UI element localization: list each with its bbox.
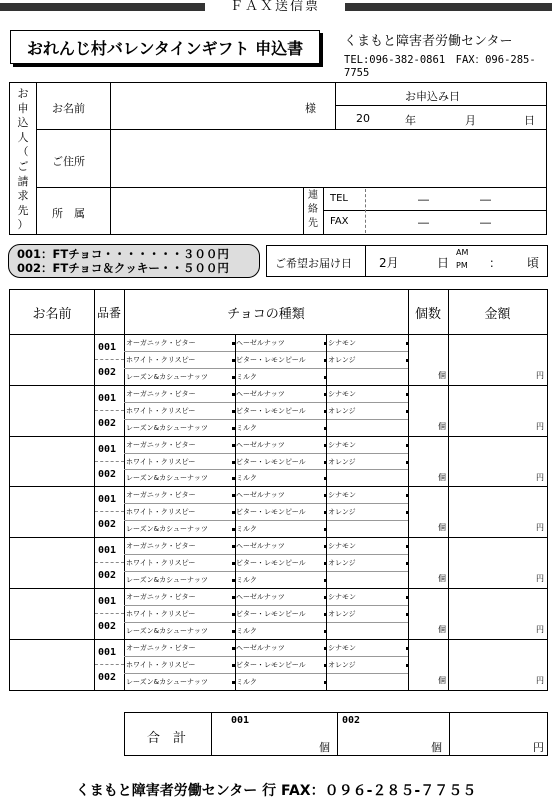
flavor-col-line (235, 385, 236, 436)
flavor-checkbox[interactable] (406, 511, 409, 514)
flavor-option: ヘーゼルナッツ (236, 389, 285, 398)
order-amount-unit: 円 (536, 523, 544, 533)
order-code-002: 002 (98, 468, 117, 480)
flavor-option: レーズン&カシューナッツ (126, 677, 208, 686)
flavor-option: ミルク (236, 626, 257, 635)
order-code-002: 002 (98, 417, 117, 429)
name-input[interactable] (112, 85, 302, 127)
order-code-002: 002 (98, 519, 117, 531)
flavor-option: シナモン (328, 643, 356, 652)
code-divider (95, 562, 124, 563)
tel-dash-1: ― (418, 193, 429, 206)
order-amount-unit: 円 (536, 675, 544, 685)
applicant-side-char: 申 (17, 101, 29, 115)
flavor-checkbox[interactable] (406, 444, 409, 447)
flavor-option: ヘーゼルナッツ (236, 542, 285, 551)
order-amount-input[interactable] (450, 438, 545, 485)
row-divider (10, 639, 547, 640)
order-code-001: 001 (98, 596, 117, 607)
delivery-colon: ： (489, 256, 502, 270)
flavor-option: レーズン&カシューナッツ (126, 525, 208, 534)
order-code-001: 001 (98, 392, 117, 404)
applicant-side-char: ご (17, 160, 29, 173)
row-divider (10, 486, 547, 487)
flavor-checkbox[interactable] (406, 596, 409, 599)
flavor-subrow-line (124, 554, 408, 555)
flavor-subrow-line (124, 571, 408, 572)
flavor-checkbox[interactable] (406, 359, 409, 362)
flavor-subrow-line (124, 368, 408, 369)
order-code-002: 002 (98, 570, 117, 582)
contact-char: 連 (308, 190, 318, 201)
applicant-side-char: 請 (17, 174, 29, 188)
fax-input[interactable] (368, 212, 544, 232)
honorific: 様 (305, 102, 316, 115)
flavor-option: レーズン&カシューナッツ (126, 372, 208, 381)
flavor-col-line (326, 486, 327, 537)
flavor-option: ビター・レモンピール (236, 355, 306, 364)
flavor-option: ビター・レモンピール (236, 660, 306, 669)
delivery-date-box (266, 245, 548, 277)
delivery-label: ご希望お届け日 (275, 257, 352, 270)
center-name: くまもと障害者労働センター (344, 34, 513, 49)
totals-qty-001-input[interactable] (215, 727, 315, 753)
flavor-subrow-line (124, 520, 408, 521)
date-label: お申込み日 (405, 90, 460, 103)
flavor-col-line (235, 588, 236, 639)
name-label: お名前 (52, 102, 85, 115)
order-name-input[interactable] (12, 336, 92, 383)
order-amount-input[interactable] (450, 336, 545, 383)
flavor-option: ホワイト・クリスピー (126, 355, 196, 364)
order-qty-unit: 個 (438, 574, 446, 584)
tel-dash-2: ― (480, 193, 491, 206)
applicant-side-char: 求 (17, 189, 29, 203)
flavor-option: ヘーゼルナッツ (236, 491, 285, 500)
flavor-option: オーガニック・ビター (126, 440, 196, 449)
flavor-checkbox[interactable] (406, 342, 409, 345)
flavor-option: ミルク (236, 372, 257, 381)
fax-title: ＦＡＸ送信票 (229, 0, 320, 14)
flavor-option: ヘーゼルナッツ (236, 593, 285, 601)
delivery-time-unit: 頃 (527, 256, 540, 270)
order-name-input[interactable] (12, 641, 92, 688)
applicant-side-char: 込 (17, 116, 29, 130)
code-divider (95, 410, 124, 411)
tel-input[interactable] (368, 189, 544, 209)
affiliation-input[interactable] (112, 189, 302, 233)
flavor-option: ヘーゼルナッツ (236, 339, 285, 347)
row-divider (10, 385, 547, 386)
flavor-checkbox[interactable] (406, 613, 409, 616)
footer-fax-destination: くまもと障害者労働センター 行 FAX：０９６-２８５-７７５５ (75, 783, 477, 799)
order-name-input[interactable] (12, 438, 92, 485)
flavor-col-line (326, 588, 327, 639)
order-code-002: 002 (98, 671, 117, 683)
flavor-col-line (235, 537, 236, 588)
totals-box (124, 712, 548, 756)
flavor-subrow-line (124, 402, 408, 403)
order-amount-unit: 円 (536, 625, 544, 634)
flavor-col-line (326, 334, 327, 385)
order-code-001: 001 (98, 494, 117, 506)
flavor-option: レーズン&カシューナッツ (126, 576, 208, 585)
totals-yen-input[interactable] (453, 717, 529, 753)
fax-dash-1: ― (418, 216, 429, 229)
flavor-subrow-line (124, 469, 408, 470)
code-divider (95, 461, 124, 462)
order-amount-input[interactable] (450, 488, 545, 535)
address-label: ご住所 (52, 155, 85, 168)
header-qty: 個数 (414, 306, 441, 322)
order-qty-unit: 個 (438, 421, 446, 431)
date-year: 20 (356, 112, 370, 125)
code-divider (95, 613, 124, 614)
flavor-option: ホワイト・クリスピー (126, 660, 196, 669)
delivery-day-unit: 日 (437, 256, 450, 270)
flavor-option: ビター・レモンピール (236, 609, 306, 618)
affiliation-label: 所 属 (52, 207, 85, 220)
contact-char: 絡 (308, 204, 318, 215)
flavor-option: レーズン&カシューナッツ (126, 474, 208, 483)
flavor-option: シナモン (328, 339, 356, 347)
order-name-input[interactable] (12, 539, 92, 586)
flavor-checkbox[interactable] (406, 664, 409, 667)
order-code-001: 001 (98, 443, 117, 455)
applicant-side-char: お (17, 87, 29, 100)
order-amount-input[interactable] (450, 387, 545, 434)
delivery-pm: PM (456, 261, 468, 270)
flavor-option: オーガニック・ビター (126, 339, 196, 347)
flavor-col-line (235, 486, 236, 537)
flavor-subrow-line (124, 503, 408, 504)
flavor-option: ビター・レモンピール (236, 406, 306, 415)
header-amount: 金額 (484, 306, 511, 322)
order-name-input[interactable] (12, 387, 92, 434)
flavor-option: ホワイト・クリスピー (126, 609, 196, 618)
header-name: お名前 (32, 306, 72, 322)
code-divider (95, 511, 124, 512)
order-code-001: 001 (98, 646, 117, 658)
order-code-001: 001 (98, 342, 117, 353)
flavor-option: ホワイト・クリスピー (126, 406, 196, 415)
applicant-side-char: （ (17, 145, 29, 159)
flavor-option: オレンジ (328, 660, 356, 669)
flavor-checkbox[interactable] (406, 494, 409, 497)
header-bar-left (0, 3, 205, 11)
totals-label: 合 計 (147, 731, 187, 746)
order-qty-unit: 個 (438, 472, 446, 482)
date-y-unit: 年 (405, 114, 416, 127)
flavor-option: シナモン (328, 491, 356, 500)
flavor-checkbox[interactable] (406, 410, 409, 413)
flavor-col-line (235, 436, 236, 487)
product-line-1: 001：FTチョコ・・・・・・・３００円 (17, 247, 229, 261)
fax-dash-2: ― (480, 216, 491, 229)
form-title: おれんじ村バレンタインギフト 申込書 (10, 30, 320, 64)
applicant-table (9, 82, 547, 235)
flavor-checkbox[interactable] (406, 562, 409, 565)
order-amount-input[interactable] (450, 590, 545, 637)
order-name-input[interactable] (12, 488, 92, 535)
flavor-option: シナモン (328, 593, 356, 601)
flavor-option: オレンジ (328, 508, 356, 517)
totals-unit-yen: 円 (533, 741, 544, 754)
flavor-option: ヘーゼルナッツ (236, 440, 285, 449)
flavor-option: オレンジ (328, 355, 356, 364)
totals-code-002: 002 (342, 715, 361, 726)
flavor-option: オレンジ (328, 559, 356, 568)
flavor-option: ホワイト・クリスピー (126, 508, 196, 517)
flavor-option: ビター・レモンピール (236, 508, 306, 517)
contact-char: 先 (308, 218, 318, 229)
code-divider (95, 664, 124, 665)
applicant-side-char: ） (17, 218, 29, 232)
flavor-subrow-line (124, 453, 408, 454)
totals-qty-002-input[interactable] (341, 727, 429, 753)
flavor-checkbox[interactable] (406, 461, 409, 464)
tel-label: TEL (330, 193, 348, 204)
flavor-subrow-line (124, 656, 408, 657)
totals-code-001: 001 (231, 715, 250, 726)
flavor-option: オーガニック・ビター (126, 491, 196, 500)
address-input[interactable] (112, 131, 544, 185)
code-divider (95, 359, 124, 360)
flavor-option: ミルク (236, 423, 257, 432)
order-code-001: 001 (98, 545, 117, 557)
flavor-subrow-line (124, 673, 408, 674)
flavor-option: ミルク (236, 576, 257, 585)
date-m-unit: 月 (465, 114, 476, 127)
order-qty-unit: 個 (438, 625, 446, 634)
order-amount-unit: 円 (536, 421, 544, 431)
header-bar-right (345, 3, 552, 11)
row-divider (10, 537, 547, 538)
delivery-am: AM (456, 248, 469, 257)
flavor-option: ミルク (236, 525, 257, 534)
flavor-col-line (326, 385, 327, 436)
flavor-col-line (235, 639, 236, 690)
flavor-subrow-line (124, 351, 408, 352)
flavor-option: シナモン (328, 389, 356, 398)
flavor-option: オレンジ (328, 406, 356, 415)
flavor-col-line (326, 639, 327, 690)
row-divider (10, 588, 547, 589)
order-amount-unit: 円 (536, 574, 544, 584)
delivery-day-input[interactable] (402, 248, 432, 274)
order-qty-unit: 個 (438, 371, 446, 380)
flavor-option: シナモン (328, 440, 356, 449)
flavor-option: オーガニック・ビター (126, 593, 196, 601)
flavor-option: シナモン (328, 542, 356, 551)
flavor-option: ホワイト・クリスピー (126, 457, 196, 466)
flavor-option: オーガニック・ビター (126, 542, 196, 551)
order-qty-unit: 個 (438, 523, 446, 533)
applicant-side-char: 人 (17, 130, 29, 144)
flavor-option: オーガニック・ビター (126, 389, 196, 398)
delivery-month: 2月 (379, 256, 399, 270)
order-table (9, 289, 548, 691)
date-d-unit: 日 (524, 114, 535, 127)
flavor-option: レーズン&カシューナッツ (126, 423, 208, 432)
order-name-input[interactable] (12, 590, 92, 637)
flavor-col-line (235, 334, 236, 385)
flavor-checkbox[interactable] (406, 545, 409, 548)
order-amount-input[interactable] (450, 641, 545, 688)
row-divider (10, 436, 547, 437)
flavor-col-line (326, 537, 327, 588)
flavor-option: ビター・レモンピール (236, 457, 306, 466)
flavor-option: ミルク (236, 677, 257, 686)
flavor-option: オレンジ (328, 609, 356, 618)
flavor-option: オレンジ (328, 457, 356, 466)
order-amount-unit: 円 (536, 472, 544, 482)
header-flavor: チョコの種類 (227, 306, 305, 322)
totals-unit-qty-001: 個 (319, 741, 330, 754)
header-code: 品番 (96, 305, 121, 320)
flavor-col-line (326, 436, 327, 487)
flavor-subrow-line (124, 419, 408, 420)
center-contact: TEL:096-382-0861 FAX：096-285-7755 (344, 54, 536, 79)
product-line-2: 002：FTチョコ＆クッキー・・５００円 (17, 261, 229, 275)
flavor-option: オーガニック・ビター (126, 643, 196, 652)
flavor-option: ビター・レモンピール (236, 559, 306, 568)
flavor-checkbox[interactable] (406, 393, 409, 396)
applicant-side-char: 先 (17, 203, 29, 217)
flavor-option: ホワイト・クリスピー (126, 559, 196, 568)
product-price-list (8, 244, 260, 278)
flavor-subrow-line (124, 605, 408, 606)
flavor-option: レーズン&カシューナッツ (126, 626, 208, 635)
flavor-option: ミルク (236, 474, 257, 483)
order-code-002: 002 (98, 367, 117, 378)
totals-unit-qty-002: 個 (431, 741, 442, 754)
order-code-002: 002 (98, 621, 117, 632)
fax-label: FAX (330, 216, 349, 227)
flavor-checkbox[interactable] (406, 647, 409, 650)
order-amount-unit: 円 (536, 371, 544, 380)
order-amount-input[interactable] (450, 539, 545, 586)
flavor-option: ヘーゼルナッツ (236, 643, 285, 652)
order-qty-unit: 個 (438, 675, 446, 685)
flavor-subrow-line (124, 622, 408, 623)
